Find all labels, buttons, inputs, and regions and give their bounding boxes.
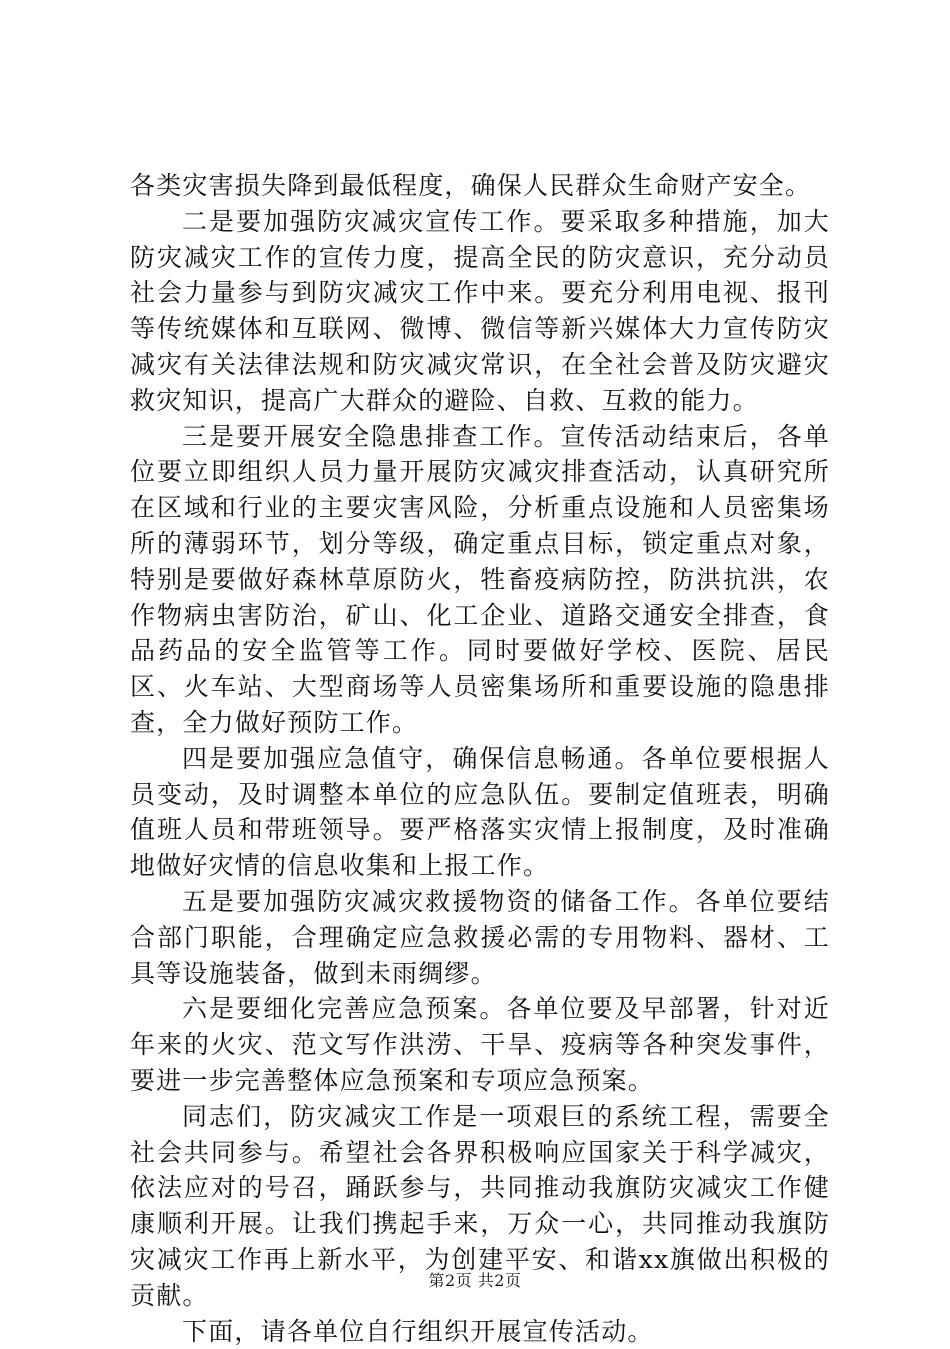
paragraph-closing-appeal: 同志们，防灾减灾工作是一项艰巨的系统工程，需要全社会共同参与。希望社会各界积极响应国家关于科学减灾，依法应对的号召，踊跃参与，共同推动我旗防灾减灾工作健康顺利开展。让我们携起手来，万众一心，共同推动我旗防灾减灾工作再上新水平，为创建平安、和谐xx旗做出积极的贡献。 — [130, 1099, 830, 1314]
paragraph-emergency-duty: 四是要加强应急值守，确保信息畅通。各单位要根据人员变动，及时调整本单位的应急队伍。要制定值班表，明确值班人员和带班领导。要严格落实灾情上报制度，及时准确地做好灾情的信息收集和上报工作。 — [130, 741, 830, 884]
paragraph-final-instruction: 下面，请各单位自行组织开展宣传活动。 — [130, 1314, 830, 1349]
paragraph-emergency-plans: 六是要细化完善应急预案。各单位要及早部署，针对近年来的火灾、范文写作洪涝、干旱、疫病等各种突发事件，要进一步完善整体应急预案和专项应急预案。 — [130, 991, 830, 1098]
paragraph-continuation: 各类灾害损失降到最低程度，确保人民群众生命财产安全。 — [130, 168, 830, 204]
paragraph-publicity: 二是要加强防灾减灾宣传工作。要采取多种措施，加大防灾减灾工作的宣传力度，提高全民的防灾意识，充分动员社会力量参与到防灾减灾工作中来。要充分利用电视、报刊等传统媒体和互联网、微博、微信等新兴媒体大力宣传防灾减灾有关法律法规和防灾减灾常识，在全社会普及防灾避灾救灾知识，提高广大群众的避险、自救、互救的能力。 — [130, 204, 830, 419]
page-number-footer: 第2页 共2页 — [0, 1271, 950, 1291]
document-body — [130, 168, 830, 1349]
paragraph-relief-supplies: 五是要加强防灾减灾救援物资的储备工作。各单位要结合部门职能，合理确定应急救援必需的专用物料、器材、工具等设施装备，做到未雨绸缪。 — [130, 884, 830, 991]
paragraph-hazard-inspection: 三是要开展安全隐患排查工作。宣传活动结束后，各单位要立即组织人员力量开展防灾减灾排查活动，认真研究所在区域和行业的主要灾害风险，分析重点设施和人员密集场所的薄弱环节，划分等级，确定重点目标，锁定重点对象，特别是要做好森林草原防火，牲畜疫病防控，防洪抗洪，农作物病虫害防治，矿山、化工企业、道路交通安全排查，食品药品的安全监管等工作。同时要做好学校、医院、居民区、火车站、大型商场等人员密集场所和重要设施的隐患排查，全力做好预防工作。 — [130, 419, 830, 741]
